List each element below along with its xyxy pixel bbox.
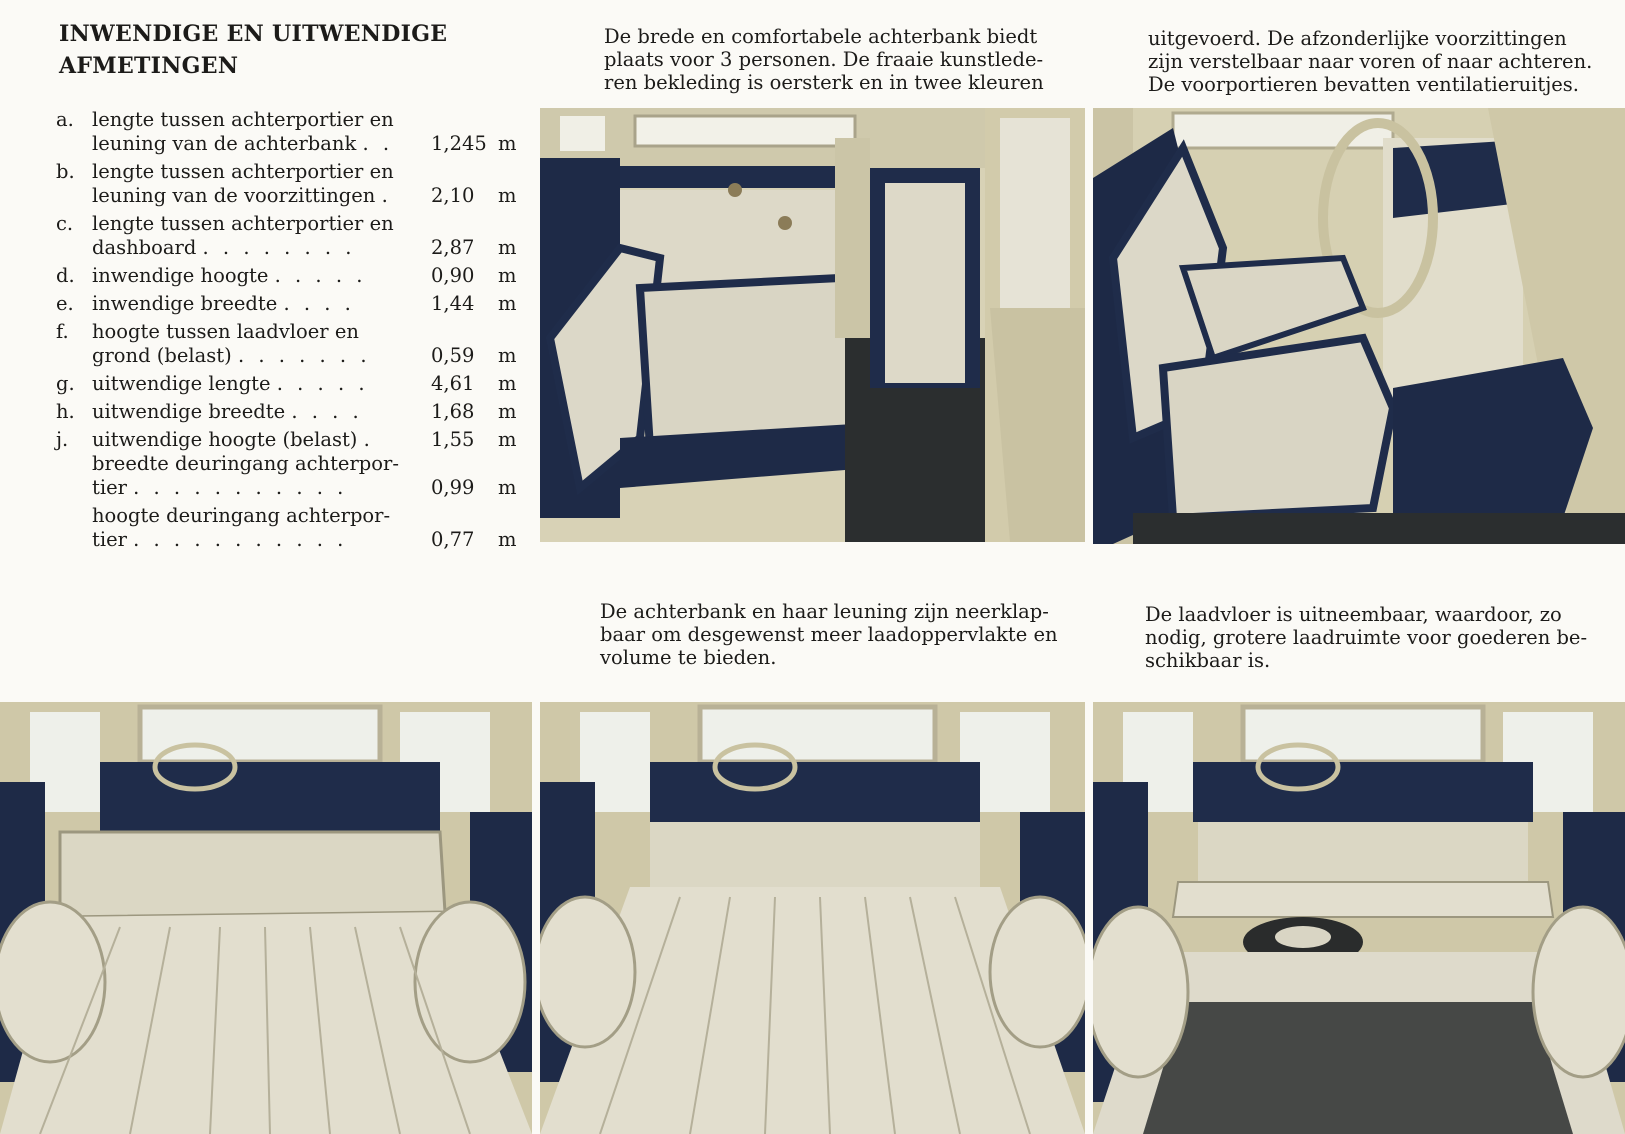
- dimension-label-cont: grond (belast): [92, 344, 232, 367]
- dimension-letter: c.: [56, 212, 74, 235]
- dimension-label: inwendige hoogte: [92, 264, 269, 287]
- dimension-value: 2,10: [431, 184, 475, 207]
- leader-dots: .: [381, 184, 392, 207]
- dimension-label: hoogte deuringang achterpor-: [92, 504, 391, 527]
- dimension-value: 4,61: [431, 372, 475, 395]
- caption-line: baar om desgewenst meer laadoppervlakte en: [600, 623, 1058, 646]
- dimension-label-cont: leuning van de achterbank: [92, 132, 357, 155]
- dimension-row: [56, 108, 526, 160]
- photo-cargo-bench-folded: [540, 702, 1085, 1134]
- caption-rear-bench: [604, 25, 1062, 94]
- dimension-label: lengte tussen achterportier en: [92, 108, 394, 131]
- dimension-row: [56, 452, 526, 504]
- dimension-label: hoogte tussen laadvloer en: [92, 320, 359, 343]
- photo-cargo-seats-up: [0, 702, 532, 1134]
- leader-dots: . .: [362, 132, 394, 155]
- dimension-row: [56, 292, 526, 320]
- dimension-row: [56, 504, 526, 556]
- dimension-label-cont: dashboard: [92, 236, 197, 259]
- caption-folding-bench: [600, 600, 1060, 669]
- dimension-row: [56, 400, 526, 428]
- dimension-row: [56, 212, 526, 264]
- dimension-row: [56, 160, 526, 212]
- dimension-letter: g.: [56, 372, 75, 395]
- leader-dots: . . . . . . .: [237, 344, 371, 367]
- dimension-unit: m: [498, 236, 517, 259]
- dimension-letter: d.: [56, 264, 75, 287]
- leader-dots: . . . . . . . .: [202, 236, 356, 259]
- dimension-unit: m: [498, 264, 517, 287]
- photo-front-seats: [1093, 108, 1625, 544]
- dimension-unit: m: [498, 344, 517, 367]
- dimension-label: uitwendige hoogte (belast): [92, 428, 358, 451]
- photo-rear-bench: [540, 108, 1085, 542]
- caption-line: De laadvloer is uitneembaar, waardoor, zo: [1145, 603, 1562, 626]
- caption-front-seats: [1148, 27, 1608, 96]
- dimension-letter: h.: [56, 400, 75, 423]
- dimension-unit: m: [498, 476, 517, 499]
- dimension-row: [56, 264, 526, 292]
- dimension-row: [56, 320, 526, 372]
- dimension-label: inwendige breedte: [92, 292, 278, 315]
- dimension-label: uitwendige lengte: [92, 372, 271, 395]
- dimension-value: 0,90: [431, 264, 475, 287]
- leader-dots: .: [363, 428, 374, 451]
- leader-dots: . . . . . . . . . . .: [133, 476, 348, 499]
- leader-dots: . . . .: [283, 292, 355, 315]
- dimension-letter: a.: [56, 108, 74, 131]
- dimension-label: uitwendige breedte: [92, 400, 286, 423]
- dimension-letter: b.: [56, 160, 75, 183]
- leader-dots: . . . . . . . . . . .: [133, 528, 348, 551]
- dimension-value: 2,87: [431, 236, 475, 259]
- dimensions-list: [56, 108, 526, 556]
- leader-dots: . . . . .: [276, 372, 369, 395]
- dimension-value: 0,59: [431, 344, 475, 367]
- dimension-unit: m: [498, 528, 517, 551]
- dimension-label: lengte tussen achterportier en: [92, 212, 394, 235]
- caption-line: ren bekleding is oersterk en in twee kleuren: [604, 71, 1044, 94]
- caption-line: De brede en comfortabele achterbank biedt: [604, 25, 1038, 48]
- caption-line: schikbaar is.: [1145, 649, 1271, 672]
- caption-removable-floor: [1145, 603, 1605, 672]
- caption-line: uitgevoerd. De afzonderlijke voorzittingen: [1148, 27, 1567, 50]
- dimension-unit: m: [498, 132, 517, 155]
- leader-dots: . . . . .: [274, 264, 367, 287]
- leader-dots: . . . .: [291, 400, 363, 423]
- dimension-unit: m: [498, 184, 517, 207]
- heading-line-1: INWENDIGE EN UITWENDIGE: [59, 21, 448, 47]
- dimension-row: [56, 372, 526, 400]
- section-heading: [59, 18, 499, 82]
- dimension-value: 1,245: [431, 132, 487, 155]
- caption-line: volume te bieden.: [600, 646, 777, 669]
- dimension-value: 0,99: [431, 476, 475, 499]
- dimension-letter: e.: [56, 292, 74, 315]
- dimension-unit: m: [498, 292, 517, 315]
- dimension-value: 1,68: [431, 400, 475, 423]
- dimension-value: 0,77: [431, 528, 475, 551]
- dimension-row: [56, 428, 526, 452]
- dimension-value: 1,44: [431, 292, 475, 315]
- dimension-label: breedte deuringang achterpor-: [92, 452, 399, 475]
- heading-line-2: AFMETINGEN: [59, 53, 239, 79]
- dimension-label: lengte tussen achterportier en: [92, 160, 394, 183]
- dimension-unit: m: [498, 428, 517, 451]
- photo-cargo-floor-removed: [1093, 702, 1625, 1134]
- dimension-unit: m: [498, 400, 517, 423]
- dimension-letter: j.: [56, 428, 69, 451]
- dimension-label-cont: leuning van de voorzittingen: [92, 184, 376, 207]
- caption-line: nodig, grotere laadruimte voor goederen be-: [1145, 626, 1588, 649]
- caption-line: De voorportieren bevatten ventilatieruitjes.: [1148, 73, 1580, 96]
- dimension-unit: m: [498, 372, 517, 395]
- dimension-letter: f.: [56, 320, 69, 343]
- dimension-label-cont: tier: [92, 476, 127, 499]
- caption-line: plaats voor 3 personen. De fraaie kunstlede-: [604, 48, 1044, 71]
- dimension-value: 1,55: [431, 428, 475, 451]
- dimension-label-cont: tier: [92, 528, 127, 551]
- caption-line: zijn verstelbaar naar voren of naar achteren.: [1148, 50, 1593, 73]
- caption-line: De achterbank en haar leuning zijn neerklap-: [600, 600, 1049, 623]
